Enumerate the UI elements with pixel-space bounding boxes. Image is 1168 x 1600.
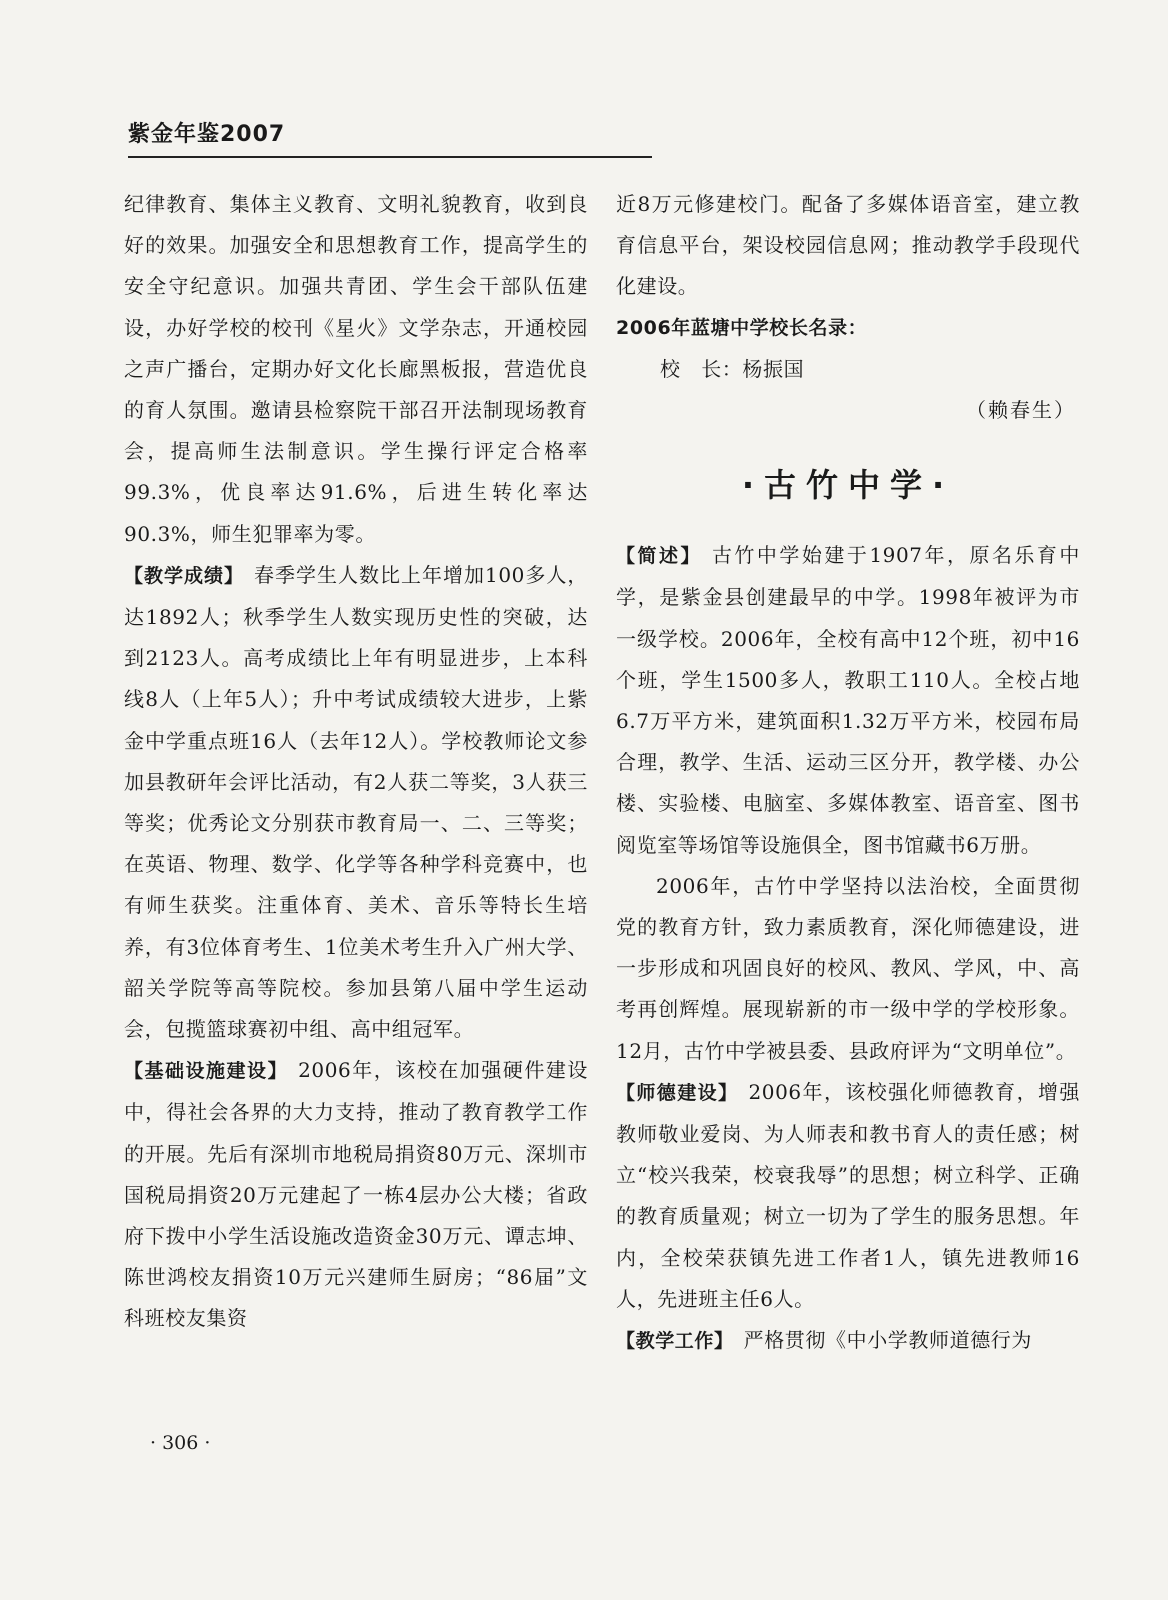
right-column: [616, 184, 1080, 1362]
header-title: 紫金年鉴2007: [128, 122, 286, 147]
school-2006-paragraph: 2006年，古竹中学坚持以法治校，全面贯彻党的教育方针，致力素质教育，深化师德建设，进一步形成和巩固良好的校风、教风、学风，中、高考再创辉煌。展现崭新的市一级中学的学校形象。12月，古竹中学被县委、县政府评为“文明单位”。: [616, 873, 1080, 1063]
teaching-work-paragraph: [616, 1320, 1080, 1362]
infrastructure-text: 2006年，该校在加强硬件建设中，得社会各界的大力支持，推动了教育教学工作的开展。先后有深圳市地税局捐资80万元、深圳市国税局捐资20万元建起了一栋4层办公大楼；省政府下拨中小学生活设施改造资金30万元、谭志坤、陈世鸿校友捐资10万元兴建师生厨房；“86届”文科班校友集资: [124, 1058, 588, 1331]
ethics-label: 【师德建设】: [616, 1081, 739, 1104]
header-rule: [128, 156, 652, 158]
teaching-results-text: 春季学生人数比上年增加100多人，达1892人；秋季学生人数实现历史性的突破，达到2123人。高考成绩比上年有明显进步，上本科线8人（上年5人）；升中考试成绩较大进步，上紫金中学重点班16人（去年12人）。学校教师论文参加县教研年会评比活动，有2人获二等奖，3人获三等奖；优秀论文分别获市教育局一、二、三等奖；在英语、物理、数学、化学等各种学科竞赛中，也有师生获奖。注重体育、美术、音乐等特长生培养，有3位体育考生、1位美术考生升入广州大学、韶关学院等高等院校。参加县第八届中学生运动会，包揽篮球赛初中组、高中组冠军。: [124, 562, 589, 1042]
ethics-text: 2006年，该校强化师德教育，增强教师敬业爱岗、为人师表和教书育人的责任感；树立“校兴我荣，校衰我辱”的思想；树立科学、正确的教育质量观；树立一切为了学生的服务思想。年内，全校荣获镇先进工作者1人，镇先进教师16人，先进班主任6人。: [616, 1079, 1080, 1311]
ethics-paragraph: [616, 1072, 1080, 1320]
continuation-paragraph: 近8万元修建校门。配备了多媒体语音室，建立教育信息平台，架设校园信息网；推动教学手段现代化建设。: [616, 192, 1080, 299]
overview-label: 【简述】: [616, 545, 702, 568]
principal-list-heading: 2006年蓝塘中学校长名录：: [616, 316, 868, 339]
author-credit: （赖春生）: [966, 398, 1076, 423]
teaching-work-label: 【教学工作】: [616, 1330, 734, 1353]
teaching-results-label: 【教学成绩】: [124, 564, 245, 587]
overview-text: 古竹中学始建于1907年，原名乐育中学，是紫金县创建最早的中学。1998年被评为市一级学校。2006年，全校有高中12个班，初中16个班，学生1500多人，教职工110人。全校占地6.7万平方米，建筑面积1.32万平方米，校园布局合理，教学、生活、运动三区分开，教学楼、办公楼、实验楼、电脑室、多媒体教室、语音室、图书阅览室等场馆等设施俱全，图书馆藏书6万册。: [616, 543, 1080, 857]
page-number: · 306 ·: [150, 1432, 211, 1454]
left-column: [124, 184, 588, 1340]
infrastructure-label: 【基础设施建设】: [124, 1060, 289, 1083]
principal-list-line: 校 长：杨振国: [660, 356, 805, 381]
left-paragraph-1: 纪律教育、集体主义教育、文明礼貌教育，收到良好的效果。加强安全和思想教育工作，提高学生的安全守纪意识。加强共青团、学生会干部队伍建设，办好学校的校刊《星火》文学杂志，开通校园之声广播台，定期办好文化长廊黑板报，营造优良的育人氛围。邀请县检察院干部召开法制现场教育会，提高师生法制意识。学生操行评定合格率99.3%，优良率达91.6%，后进生转化率达90.3%，师生犯罪率为零。: [124, 192, 588, 546]
teaching-results-paragraph: [124, 555, 588, 1050]
teaching-work-text: 严格贯彻《中小学教师道德行为: [743, 1328, 1033, 1353]
overview-paragraph: [616, 535, 1080, 866]
infrastructure-paragraph: [124, 1050, 588, 1339]
school-section-title: ·古竹中学·: [741, 466, 955, 505]
